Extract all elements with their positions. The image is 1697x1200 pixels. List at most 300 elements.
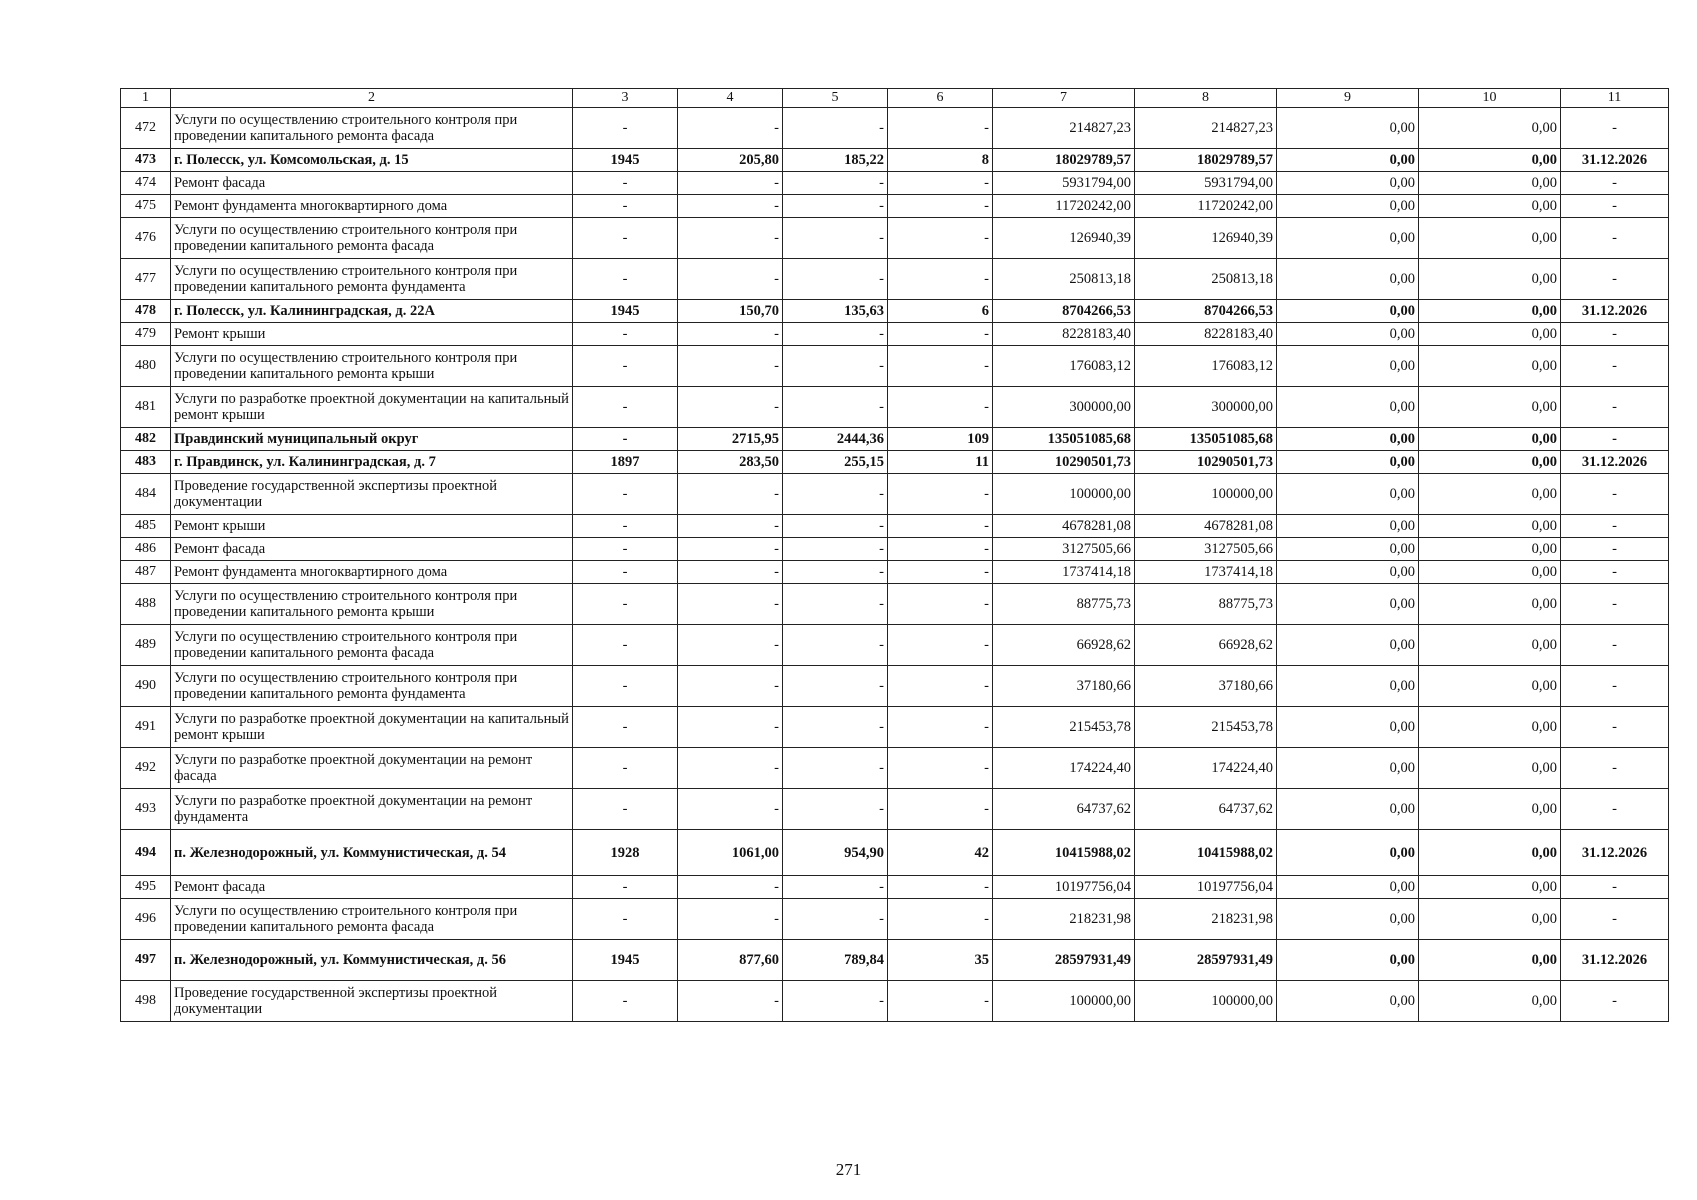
table-row — [121, 172, 1669, 195]
table-row — [121, 981, 1669, 1022]
cost-fund-cell: 66928,62 — [1135, 625, 1277, 666]
cost-budget-cell: 0,00 — [1277, 428, 1419, 451]
residents-cell: - — [888, 108, 993, 149]
year-cell: - — [573, 259, 678, 300]
area-living-cell: - — [783, 748, 888, 789]
cost-owners-cell: 0,00 — [1419, 707, 1561, 748]
item-name: Услуги по осуществлению строительного контроля при проведении капитального ремонта крыши — [171, 584, 573, 625]
cost-total-cell: 37180,66 — [993, 666, 1135, 707]
cost-budget-cell: 0,00 — [1277, 940, 1419, 981]
item-name: Услуги по осуществлению строительного контроля при проведении капитального ремонта фасада — [171, 899, 573, 940]
residents-cell: - — [888, 561, 993, 584]
row-number: 476 — [121, 218, 171, 259]
year-cell: - — [573, 538, 678, 561]
area-total-cell: - — [678, 218, 783, 259]
deadline-cell: - — [1561, 346, 1669, 387]
cost-budget-cell: 0,00 — [1277, 515, 1419, 538]
table-row — [121, 300, 1669, 323]
residents-cell: - — [888, 584, 993, 625]
area-living-cell: - — [783, 108, 888, 149]
table-row — [121, 387, 1669, 428]
table-row — [121, 876, 1669, 899]
table-row — [121, 666, 1669, 707]
cost-fund-cell: 176083,12 — [1135, 346, 1277, 387]
year-cell: - — [573, 108, 678, 149]
area-living-cell: - — [783, 346, 888, 387]
cost-fund-cell: 250813,18 — [1135, 259, 1277, 300]
item-name: Услуги по осуществлению строительного контроля при проведении капитального ремонта крыши — [171, 346, 573, 387]
deadline-cell: - — [1561, 428, 1669, 451]
area-living-cell: - — [783, 218, 888, 259]
column-header: 7 — [993, 89, 1135, 108]
item-name: Услуги по разработке проектной документации на ремонт фасада — [171, 748, 573, 789]
cost-owners-cell: 0,00 — [1419, 108, 1561, 149]
column-header: 3 — [573, 89, 678, 108]
item-name: г. Полесск, ул. Калининградская, д. 22А — [171, 300, 573, 323]
cost-budget-cell: 0,00 — [1277, 666, 1419, 707]
cost-total-cell: 10415988,02 — [993, 830, 1135, 876]
cost-budget-cell: 0,00 — [1277, 748, 1419, 789]
header-row — [121, 89, 1669, 108]
area-total-cell: 283,50 — [678, 451, 783, 474]
deadline-cell: - — [1561, 981, 1669, 1022]
year-cell: 1945 — [573, 940, 678, 981]
deadline-cell: - — [1561, 899, 1669, 940]
deadline-cell: - — [1561, 474, 1669, 515]
cost-budget-cell: 0,00 — [1277, 172, 1419, 195]
cost-fund-cell: 4678281,08 — [1135, 515, 1277, 538]
table-row — [121, 899, 1669, 940]
area-living-cell: - — [783, 195, 888, 218]
area-living-cell: - — [783, 561, 888, 584]
cost-budget-cell: 0,00 — [1277, 830, 1419, 876]
cost-owners-cell: 0,00 — [1419, 789, 1561, 830]
column-header: 9 — [1277, 89, 1419, 108]
year-cell: - — [573, 218, 678, 259]
column-header: 10 — [1419, 89, 1561, 108]
cost-budget-cell: 0,00 — [1277, 195, 1419, 218]
item-name: Услуги по осуществлению строительного контроля при проведении капитального ремонта фундамента — [171, 259, 573, 300]
area-total-cell: - — [678, 876, 783, 899]
cost-owners-cell: 0,00 — [1419, 584, 1561, 625]
table-row — [121, 830, 1669, 876]
area-total-cell: 205,80 — [678, 149, 783, 172]
year-cell: - — [573, 666, 678, 707]
year-cell: - — [573, 346, 678, 387]
area-total-cell: - — [678, 584, 783, 625]
area-living-cell: - — [783, 876, 888, 899]
row-number: 477 — [121, 259, 171, 300]
cost-owners-cell: 0,00 — [1419, 387, 1561, 428]
year-cell: - — [573, 428, 678, 451]
item-name: Ремонт фундамента многоквартирного дома — [171, 561, 573, 584]
area-living-cell: - — [783, 515, 888, 538]
cost-total-cell: 214827,23 — [993, 108, 1135, 149]
cost-total-cell: 66928,62 — [993, 625, 1135, 666]
area-living-cell: - — [783, 625, 888, 666]
cost-fund-cell: 28597931,49 — [1135, 940, 1277, 981]
item-name: г. Правдинск, ул. Калининградская, д. 7 — [171, 451, 573, 474]
cost-budget-cell: 0,00 — [1277, 259, 1419, 300]
area-living-cell: - — [783, 707, 888, 748]
cost-fund-cell: 37180,66 — [1135, 666, 1277, 707]
cost-fund-cell: 215453,78 — [1135, 707, 1277, 748]
cost-budget-cell: 0,00 — [1277, 789, 1419, 830]
area-living-cell: - — [783, 789, 888, 830]
table-row — [121, 515, 1669, 538]
residents-cell: 6 — [888, 300, 993, 323]
residents-cell: - — [888, 981, 993, 1022]
cost-owners-cell: 0,00 — [1419, 899, 1561, 940]
table-row — [121, 218, 1669, 259]
deadline-cell: - — [1561, 625, 1669, 666]
item-name: Услуги по разработке проектной документации на капитальный ремонт крыши — [171, 707, 573, 748]
residents-cell: 109 — [888, 428, 993, 451]
item-name: Проведение государственной экспертизы проектной документации — [171, 981, 573, 1022]
residents-cell: - — [888, 172, 993, 195]
column-header: 5 — [783, 89, 888, 108]
table-row — [121, 108, 1669, 149]
area-total-cell: 877,60 — [678, 940, 783, 981]
residents-cell: - — [888, 346, 993, 387]
item-name: Услуги по разработке проектной документации на ремонт фундамента — [171, 789, 573, 830]
year-cell: - — [573, 172, 678, 195]
item-name: Ремонт фундамента многоквартирного дома — [171, 195, 573, 218]
year-cell: - — [573, 323, 678, 346]
area-total-cell: - — [678, 172, 783, 195]
item-name: Ремонт фасада — [171, 172, 573, 195]
cost-fund-cell: 11720242,00 — [1135, 195, 1277, 218]
deadline-cell: - — [1561, 323, 1669, 346]
row-number: 488 — [121, 584, 171, 625]
item-name: Услуги по осуществлению строительного контроля при проведении капитального ремонта фасада — [171, 625, 573, 666]
item-name: Проведение государственной экспертизы проектной документации — [171, 474, 573, 515]
cost-fund-cell: 8228183,40 — [1135, 323, 1277, 346]
cost-total-cell: 64737,62 — [993, 789, 1135, 830]
cost-fund-cell: 218231,98 — [1135, 899, 1277, 940]
column-header: 8 — [1135, 89, 1277, 108]
area-total-cell: - — [678, 625, 783, 666]
area-total-cell: - — [678, 515, 783, 538]
cost-fund-cell: 10415988,02 — [1135, 830, 1277, 876]
page-number: 271 — [835, 1160, 862, 1179]
cost-total-cell: 174224,40 — [993, 748, 1135, 789]
cost-total-cell: 300000,00 — [993, 387, 1135, 428]
data-table — [120, 88, 1669, 1022]
cost-fund-cell: 10197756,04 — [1135, 876, 1277, 899]
year-cell: 1897 — [573, 451, 678, 474]
cost-owners-cell: 0,00 — [1419, 323, 1561, 346]
area-total-cell: - — [678, 259, 783, 300]
cost-fund-cell: 174224,40 — [1135, 748, 1277, 789]
row-number: 494 — [121, 830, 171, 876]
cost-budget-cell: 0,00 — [1277, 300, 1419, 323]
cost-owners-cell: 0,00 — [1419, 515, 1561, 538]
area-total-cell: - — [678, 789, 783, 830]
deadline-cell: - — [1561, 108, 1669, 149]
deadline-cell: - — [1561, 515, 1669, 538]
cost-total-cell: 176083,12 — [993, 346, 1135, 387]
cost-total-cell: 3127505,66 — [993, 538, 1135, 561]
cost-fund-cell: 8704266,53 — [1135, 300, 1277, 323]
residents-cell: - — [888, 707, 993, 748]
deadline-cell: - — [1561, 707, 1669, 748]
cost-total-cell: 8228183,40 — [993, 323, 1135, 346]
cost-fund-cell: 300000,00 — [1135, 387, 1277, 428]
cost-budget-cell: 0,00 — [1277, 707, 1419, 748]
table-row — [121, 584, 1669, 625]
residents-cell: - — [888, 625, 993, 666]
cost-total-cell: 10197756,04 — [993, 876, 1135, 899]
cost-owners-cell: 0,00 — [1419, 561, 1561, 584]
cost-budget-cell: 0,00 — [1277, 451, 1419, 474]
residents-cell: 8 — [888, 149, 993, 172]
area-total-cell: 1061,00 — [678, 830, 783, 876]
table-row — [121, 538, 1669, 561]
deadline-cell: - — [1561, 561, 1669, 584]
year-cell: - — [573, 515, 678, 538]
area-living-cell: 255,15 — [783, 451, 888, 474]
cost-fund-cell: 88775,73 — [1135, 584, 1277, 625]
cost-owners-cell: 0,00 — [1419, 195, 1561, 218]
cost-owners-cell: 0,00 — [1419, 474, 1561, 515]
area-total-cell: - — [678, 346, 783, 387]
table-row — [121, 748, 1669, 789]
cost-fund-cell: 214827,23 — [1135, 108, 1277, 149]
row-number: 472 — [121, 108, 171, 149]
item-name: Услуги по разработке проектной документации на капитальный ремонт крыши — [171, 387, 573, 428]
deadline-cell: - — [1561, 172, 1669, 195]
cost-budget-cell: 0,00 — [1277, 981, 1419, 1022]
deadline-cell: - — [1561, 218, 1669, 259]
cost-fund-cell: 64737,62 — [1135, 789, 1277, 830]
cost-owners-cell: 0,00 — [1419, 981, 1561, 1022]
area-living-cell: - — [783, 259, 888, 300]
year-cell: - — [573, 625, 678, 666]
deadline-cell: - — [1561, 195, 1669, 218]
table-row — [121, 149, 1669, 172]
year-cell: - — [573, 707, 678, 748]
cost-budget-cell: 0,00 — [1277, 876, 1419, 899]
row-number: 492 — [121, 748, 171, 789]
residents-cell: - — [888, 789, 993, 830]
residents-cell: - — [888, 323, 993, 346]
area-total-cell: - — [678, 387, 783, 428]
cost-budget-cell: 0,00 — [1277, 218, 1419, 259]
year-cell: 1945 — [573, 300, 678, 323]
deadline-cell: - — [1561, 387, 1669, 428]
table-row — [121, 474, 1669, 515]
area-total-cell: - — [678, 899, 783, 940]
row-number: 495 — [121, 876, 171, 899]
cost-total-cell: 250813,18 — [993, 259, 1135, 300]
cost-total-cell: 11720242,00 — [993, 195, 1135, 218]
row-number: 489 — [121, 625, 171, 666]
column-header: 1 — [121, 89, 171, 108]
year-cell: - — [573, 474, 678, 515]
area-living-cell: - — [783, 172, 888, 195]
deadline-cell: - — [1561, 876, 1669, 899]
table-row — [121, 561, 1669, 584]
year-cell: 1945 — [573, 149, 678, 172]
table-row — [121, 707, 1669, 748]
area-total-cell: - — [678, 195, 783, 218]
area-total-cell: - — [678, 323, 783, 346]
cost-total-cell: 18029789,57 — [993, 149, 1135, 172]
cost-budget-cell: 0,00 — [1277, 899, 1419, 940]
residents-cell: - — [888, 195, 993, 218]
row-number: 491 — [121, 707, 171, 748]
cost-owners-cell: 0,00 — [1419, 218, 1561, 259]
residents-cell: 11 — [888, 451, 993, 474]
cost-budget-cell: 0,00 — [1277, 561, 1419, 584]
area-living-cell: - — [783, 899, 888, 940]
area-living-cell: - — [783, 981, 888, 1022]
row-number: 475 — [121, 195, 171, 218]
item-name: Ремонт фасада — [171, 876, 573, 899]
cost-fund-cell: 135051085,68 — [1135, 428, 1277, 451]
row-number: 490 — [121, 666, 171, 707]
cost-fund-cell: 5931794,00 — [1135, 172, 1277, 195]
area-total-cell: 150,70 — [678, 300, 783, 323]
table-row — [121, 625, 1669, 666]
table-row — [121, 195, 1669, 218]
residents-cell: - — [888, 515, 993, 538]
cost-total-cell: 100000,00 — [993, 474, 1135, 515]
deadline-cell: - — [1561, 789, 1669, 830]
cost-total-cell: 88775,73 — [993, 584, 1135, 625]
row-number: 496 — [121, 899, 171, 940]
item-name: Ремонт крыши — [171, 515, 573, 538]
cost-fund-cell: 100000,00 — [1135, 474, 1277, 515]
deadline-cell: 31.12.2026 — [1561, 451, 1669, 474]
area-living-cell: - — [783, 666, 888, 707]
area-living-cell: 954,90 — [783, 830, 888, 876]
area-total-cell: - — [678, 748, 783, 789]
area-total-cell: - — [678, 538, 783, 561]
cost-owners-cell: 0,00 — [1419, 666, 1561, 707]
deadline-cell: - — [1561, 259, 1669, 300]
deadline-cell: 31.12.2026 — [1561, 830, 1669, 876]
deadline-cell: - — [1561, 666, 1669, 707]
year-cell: - — [573, 981, 678, 1022]
area-living-cell: 135,63 — [783, 300, 888, 323]
row-number: 473 — [121, 149, 171, 172]
residents-cell: - — [888, 666, 993, 707]
residents-cell: - — [888, 218, 993, 259]
column-header: 4 — [678, 89, 783, 108]
deadline-cell: - — [1561, 584, 1669, 625]
deadline-cell: 31.12.2026 — [1561, 149, 1669, 172]
residents-cell: - — [888, 387, 993, 428]
cost-owners-cell: 0,00 — [1419, 876, 1561, 899]
cost-owners-cell: 0,00 — [1419, 300, 1561, 323]
table-row — [121, 940, 1669, 981]
row-number: 483 — [121, 451, 171, 474]
year-cell: - — [573, 387, 678, 428]
row-number: 478 — [121, 300, 171, 323]
cost-fund-cell: 10290501,73 — [1135, 451, 1277, 474]
row-number: 493 — [121, 789, 171, 830]
cost-total-cell: 100000,00 — [993, 981, 1135, 1022]
table-row — [121, 346, 1669, 387]
area-living-cell: 2444,36 — [783, 428, 888, 451]
cost-owners-cell: 0,00 — [1419, 346, 1561, 387]
cost-owners-cell: 0,00 — [1419, 451, 1561, 474]
column-header: 11 — [1561, 89, 1669, 108]
item-name: п. Железнодорожный, ул. Коммунистическая, д. 54 — [171, 830, 573, 876]
residents-cell: - — [888, 474, 993, 515]
area-total-cell: - — [678, 981, 783, 1022]
table-row — [121, 428, 1669, 451]
year-cell: - — [573, 561, 678, 584]
row-number: 497 — [121, 940, 171, 981]
cost-total-cell: 126940,39 — [993, 218, 1135, 259]
cost-fund-cell: 18029789,57 — [1135, 149, 1277, 172]
cost-budget-cell: 0,00 — [1277, 149, 1419, 172]
item-name: Ремонт крыши — [171, 323, 573, 346]
year-cell: - — [573, 195, 678, 218]
item-name: Правдинский муниципальный округ — [171, 428, 573, 451]
item-name: п. Железнодорожный, ул. Коммунистическая, д. 56 — [171, 940, 573, 981]
cost-total-cell: 135051085,68 — [993, 428, 1135, 451]
item-name: Услуги по осуществлению строительного контроля при проведении капитального ремонта фасада — [171, 218, 573, 259]
cost-owners-cell: 0,00 — [1419, 625, 1561, 666]
area-total-cell: - — [678, 474, 783, 515]
residents-cell: - — [888, 538, 993, 561]
residents-cell: 42 — [888, 830, 993, 876]
deadline-cell: - — [1561, 748, 1669, 789]
table-body — [121, 108, 1669, 1022]
cost-fund-cell: 3127505,66 — [1135, 538, 1277, 561]
cost-total-cell: 1737414,18 — [993, 561, 1135, 584]
row-number: 498 — [121, 981, 171, 1022]
row-number: 485 — [121, 515, 171, 538]
year-cell: - — [573, 876, 678, 899]
row-number: 487 — [121, 561, 171, 584]
residents-cell: 35 — [888, 940, 993, 981]
cost-total-cell: 8704266,53 — [993, 300, 1135, 323]
cost-owners-cell: 0,00 — [1419, 538, 1561, 561]
cost-owners-cell: 0,00 — [1419, 172, 1561, 195]
cost-owners-cell: 0,00 — [1419, 149, 1561, 172]
row-number: 474 — [121, 172, 171, 195]
deadline-cell: 31.12.2026 — [1561, 300, 1669, 323]
cost-owners-cell: 0,00 — [1419, 259, 1561, 300]
item-name: Услуги по осуществлению строительного контроля при проведении капитального ремонта фасада — [171, 108, 573, 149]
column-header: 6 — [888, 89, 993, 108]
area-total-cell: - — [678, 108, 783, 149]
cost-budget-cell: 0,00 — [1277, 625, 1419, 666]
row-number: 486 — [121, 538, 171, 561]
year-cell: - — [573, 789, 678, 830]
area-total-cell: 2715,95 — [678, 428, 783, 451]
cost-total-cell: 10290501,73 — [993, 451, 1135, 474]
residents-cell: - — [888, 259, 993, 300]
area-living-cell: - — [783, 584, 888, 625]
cost-budget-cell: 0,00 — [1277, 538, 1419, 561]
cost-total-cell: 5931794,00 — [993, 172, 1135, 195]
document-sheet — [120, 88, 1668, 1022]
cost-total-cell: 28597931,49 — [993, 940, 1135, 981]
item-name: Ремонт фасада — [171, 538, 573, 561]
row-number: 482 — [121, 428, 171, 451]
row-number: 484 — [121, 474, 171, 515]
year-cell: 1928 — [573, 830, 678, 876]
cost-budget-cell: 0,00 — [1277, 584, 1419, 625]
area-living-cell: 789,84 — [783, 940, 888, 981]
deadline-cell: 31.12.2026 — [1561, 940, 1669, 981]
